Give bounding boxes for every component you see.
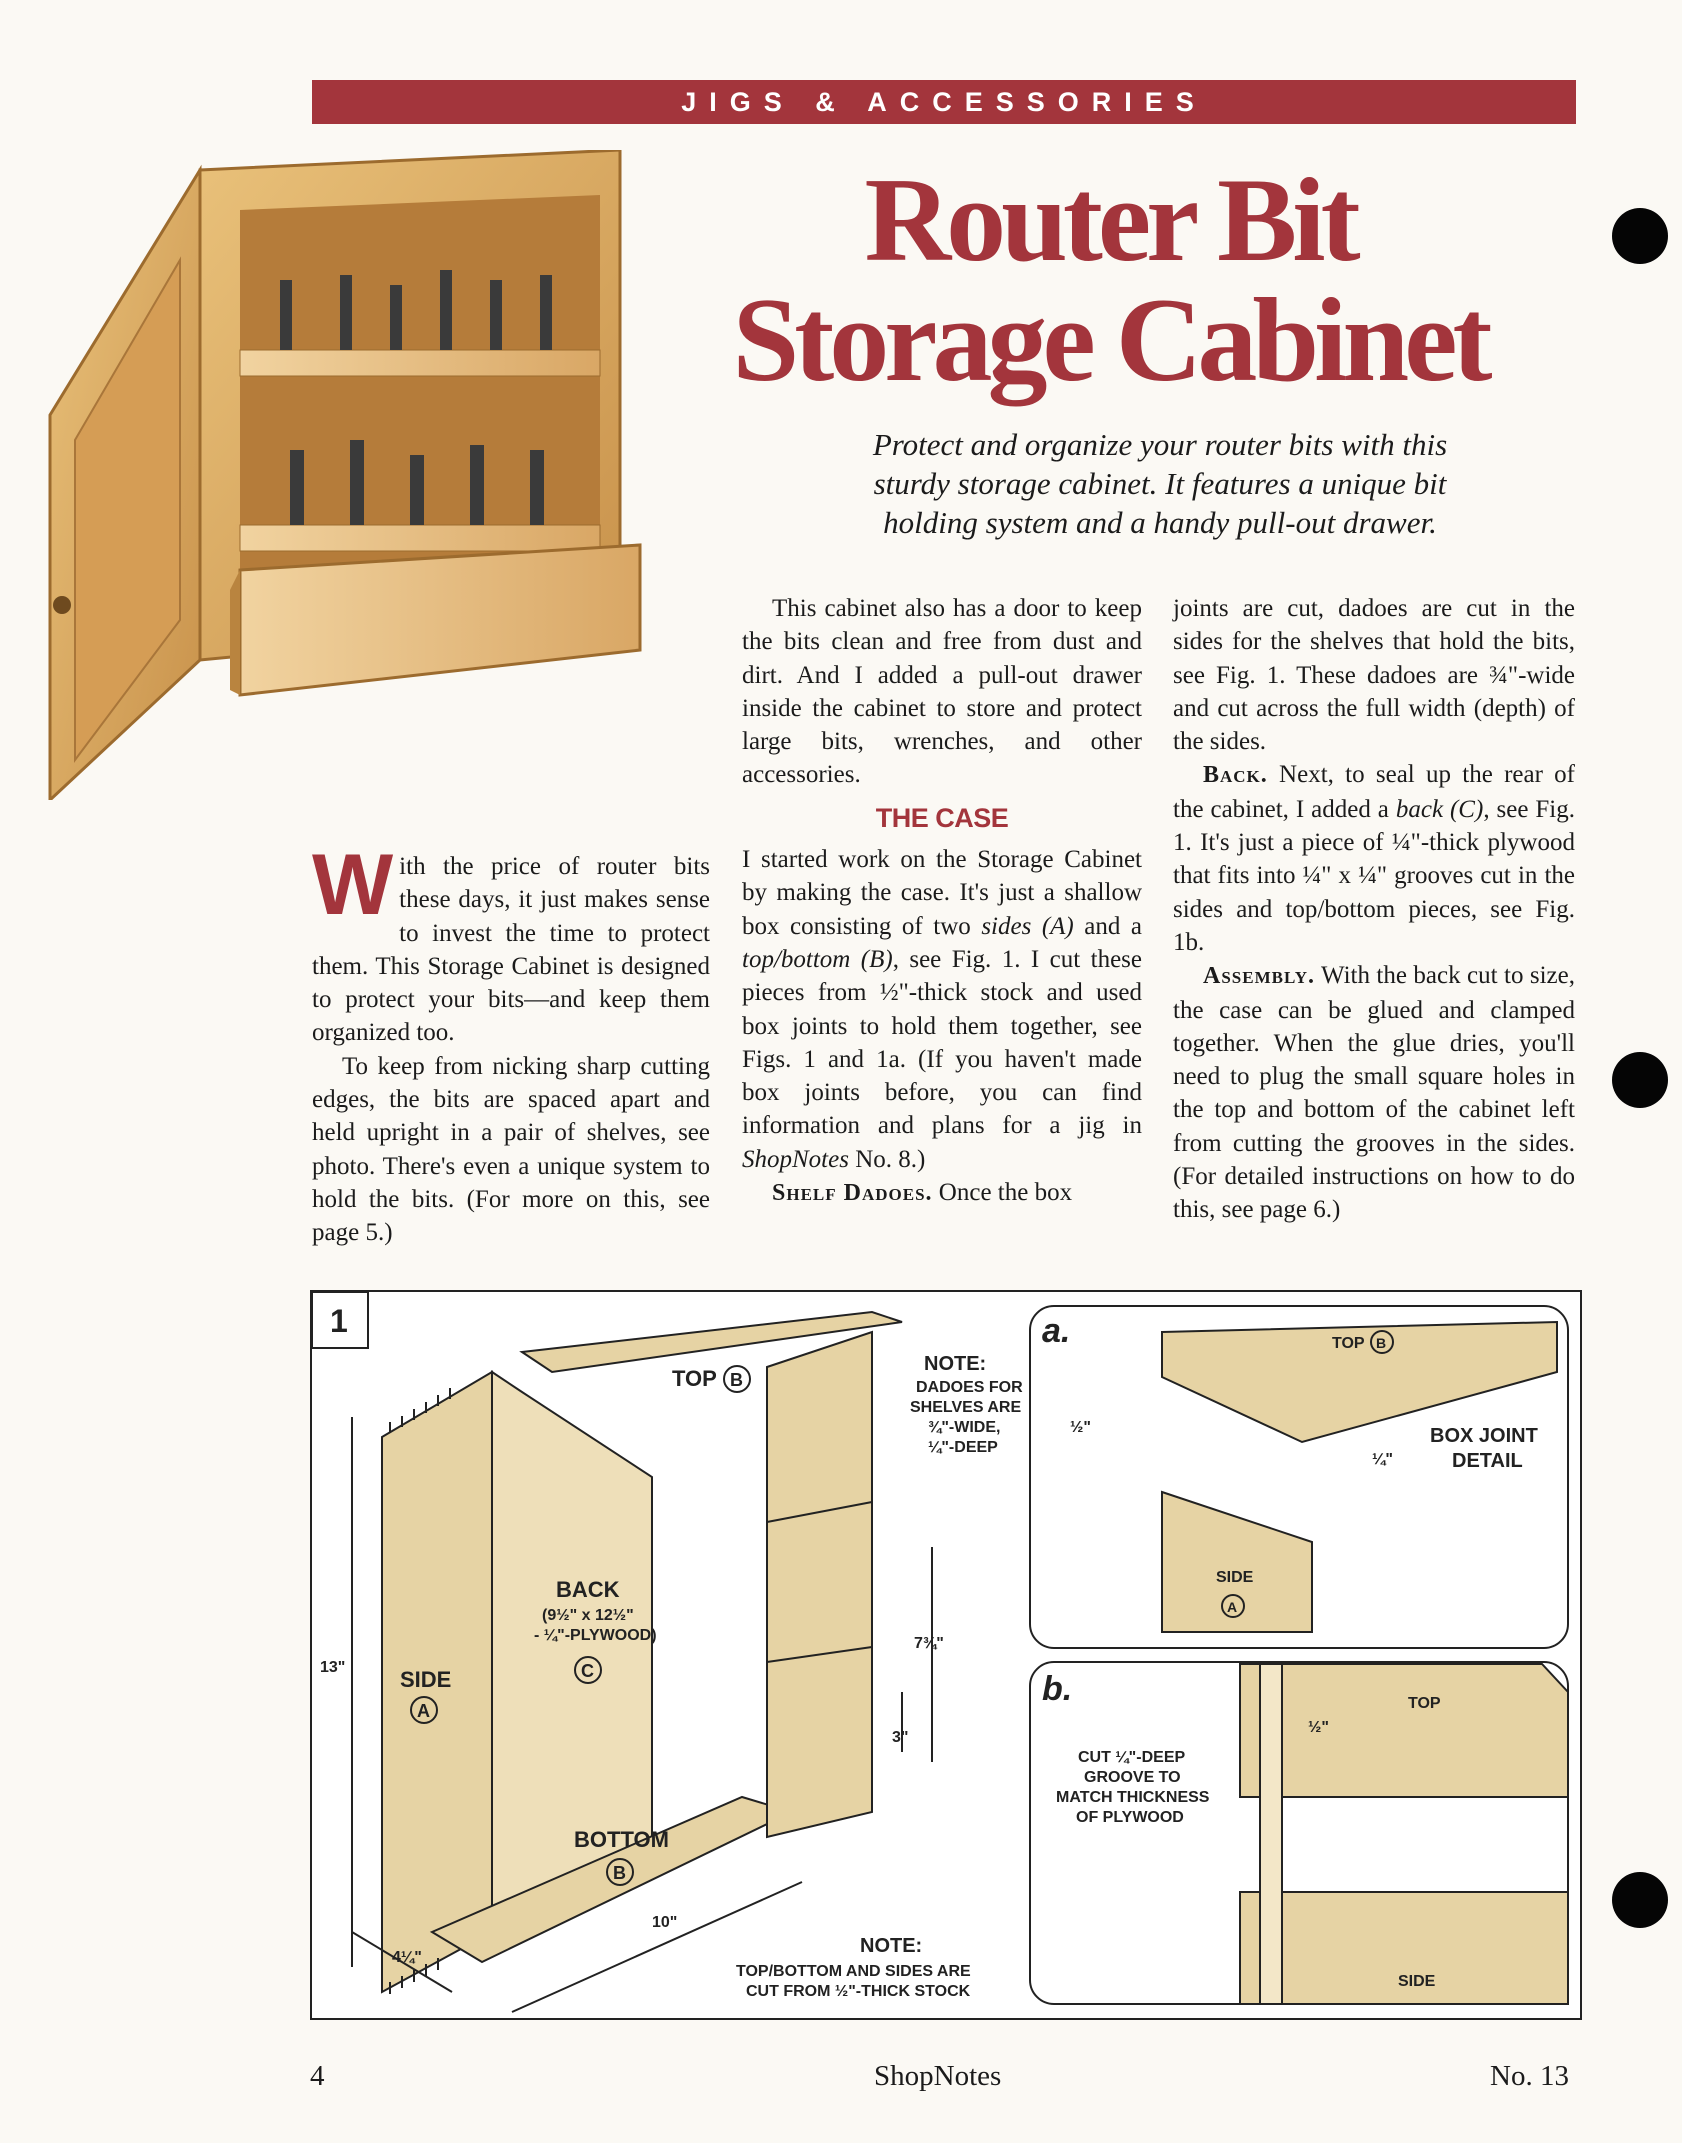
dim-width: 10" <box>652 1914 678 1931</box>
col2-p2-text-g: No. 8.) <box>848 1145 926 1173</box>
col3-paragraph-2 <box>1173 758 1575 959</box>
note1-line-1: DADOES FOR <box>916 1379 1023 1396</box>
dim-depth: 4¼" <box>392 1949 422 1966</box>
article-intro <box>800 425 1520 542</box>
fig-top-label: TOP <box>672 1366 717 1391</box>
col2-p3-text: Once the box <box>932 1179 1073 1207</box>
dim-shelf-height: 7¾" <box>914 1635 944 1652</box>
detail-b-half-inch: ½" <box>1308 1719 1329 1736</box>
binder-hole-bottom <box>1612 1872 1668 1928</box>
note2-line-1: TOP/BOTTOM AND SIDES ARE <box>736 1963 971 1980</box>
svg-text:TOP <box>672 1366 717 1391</box>
intro-line-3: holding system and a handy pull-out drawer. <box>883 505 1437 540</box>
figure-number: 1 <box>330 1303 348 1339</box>
detail-b-note-line-1: CUT ¼"-DEEP <box>1078 1749 1186 1766</box>
detail-b-top-label: TOP <box>1408 1695 1441 1712</box>
cabinet-photo <box>40 150 650 800</box>
col2-p2-text-a: I started work on the Storage Cabinet by making the case. It's just a shallow box consisting of two <box>742 846 1142 940</box>
fig-back-dims: (9½" x 12½" <box>542 1607 634 1624</box>
fig-top-mark: B <box>730 1370 743 1390</box>
col3-p2-text-c: , see Fig. 1. It's just a piece of ¼"-thick plywood that fits into ¼" x ¼" grooves cut in the sides and top/bottom pieces, see Fig. 1b. <box>1173 795 1575 956</box>
detail-a-top-label: TOP <box>1332 1335 1365 1352</box>
text-column-2 <box>742 592 1142 1210</box>
title-line-1: Router Bit <box>864 153 1356 286</box>
col3-p3-text: With the back cut to size, the case can be glued and clamped together. When the glue dries, you'll need to plug the small square holes in the top and bottom of the cabinet left from cutting the grooves in the sides. (For detailed instructions on how to do this, see page 6.) <box>1173 962 1575 1224</box>
assembly-lead: Assembly. <box>1203 963 1316 990</box>
note1-line-4: ¼"-DEEP <box>928 1439 998 1456</box>
shelf-dadoes-lead: Shelf Dadoes. <box>772 1180 933 1207</box>
section-banner <box>312 80 1576 124</box>
fig-back-label: BACK <box>556 1577 620 1602</box>
binder-hole-top <box>1612 208 1668 264</box>
fig-back-mark: C <box>581 1661 594 1681</box>
fig-side-mark: A <box>417 1701 430 1721</box>
figure-1-drawing <box>312 1292 1580 2018</box>
col2-paragraph-1: This cabinet also has a door to keep the bits clean and free from dust and dirt. And I added a pull-out drawer inside the cabinet to store and protect large bits, wrenches, and other accessories. <box>742 595 1142 789</box>
detail-b-side-label: SIDE <box>1398 1973 1436 1990</box>
col2-paragraph-3 <box>742 1176 1142 1210</box>
note2-title: NOTE: <box>860 1935 923 1957</box>
detail-a-half-inch: ½" <box>1070 1419 1091 1436</box>
note2-line-2: CUT FROM ½"-THICK STOCK <box>746 1983 971 2000</box>
detail-b-note-line-3: MATCH THICKNESS <box>1056 1789 1210 1806</box>
text-column-1 <box>312 837 710 1250</box>
section-banner-text: JIGS & ACCESSORIES <box>681 87 1207 117</box>
note1-line-2: SHELVES ARE <box>910 1399 1022 1416</box>
detail-b-note-line-2: GROOVE TO <box>1084 1769 1181 1786</box>
col2-paragraph-2 <box>742 843 1142 1176</box>
section-heading-the-case: THE CASE <box>875 802 1009 833</box>
col3-p2-text-a: Next, to seal up the rear of the cabinet, I added a <box>1173 761 1575 823</box>
back-lead: Back. <box>1203 762 1268 789</box>
fig-side-label: SIDE <box>400 1667 452 1692</box>
detail-a-side-label: SIDE <box>1216 1569 1254 1586</box>
fig-bottom-label: BOTTOM <box>574 1827 669 1852</box>
drop-cap: W <box>312 837 394 933</box>
figure-1 <box>310 1290 1582 2020</box>
col3-paragraph-3 <box>1173 959 1575 1226</box>
detail-b-note-line-4: OF PLYWOOD <box>1076 1809 1184 1826</box>
detail-a-label: a. <box>1042 1312 1071 1350</box>
fig-bottom-mark: B <box>613 1863 626 1883</box>
dim-height: 13" <box>320 1659 346 1676</box>
page-number: 4 <box>310 2060 325 2092</box>
col3-paragraph-1: joints are cut, dadoes are cut in the sides for the shelves that hold the bits, see Fig. 1. These dadoes are ¾"-wide and cut across the full width (depth) of the sides. <box>1173 595 1575 756</box>
col2-p2-sides-ref: sides (A) <box>981 912 1074 940</box>
col2-p2-text-c: and a <box>1073 912 1143 940</box>
detail-a-quarter-inch: ¼" <box>1372 1451 1393 1468</box>
binder-hole-middle <box>1612 1052 1668 1108</box>
col1-paragraph-1: ith the price of router bits these days, it just makes sense to invest the time to protect them. This Storage Cabinet is designed to protect your bits—and keep them organized too. <box>312 853 710 1047</box>
fig-back-material: - ¼"-PLYWOOD) <box>534 1627 657 1644</box>
issue-number: No. 13 <box>1490 2060 1569 2092</box>
col2-p2-topbottom-ref: top/bottom (B) <box>742 945 893 973</box>
note1-line-3: ¾"-WIDE, <box>928 1419 1001 1436</box>
detail-a-top-mark: B <box>1376 1335 1387 1351</box>
title-line-2: Storage Cabinet <box>732 273 1488 406</box>
article-title <box>630 153 1590 406</box>
detail-b-label: b. <box>1042 1670 1073 1708</box>
intro-line-2: sturdy storage cabinet. It features a unique bit <box>873 466 1447 501</box>
intro-line-1: Protect and organize your router bits with this <box>872 427 1448 462</box>
note1-title: NOTE: <box>924 1353 987 1375</box>
magazine-name: ShopNotes <box>874 2060 1002 2092</box>
text-column-3 <box>1173 592 1575 1227</box>
box-joint-detail-line-2: DETAIL <box>1452 1450 1523 1472</box>
detail-a-side-mark: A <box>1227 1599 1238 1615</box>
col2-p2-magazine-ref: ShopNotes <box>742 1145 849 1173</box>
box-joint-detail-line-1: BOX JOINT <box>1430 1425 1538 1447</box>
dim-shelf-spacing: 3" <box>892 1729 909 1746</box>
col3-p2-back-ref: back (C) <box>1395 795 1484 823</box>
col1-paragraph-2: To keep from nicking sharp cutting edges, the bits are spaced apart and held upright in a pair of shelves, see photo. There's even a unique system to hold the bits. (For more on this, see page 5.) <box>312 1052 710 1247</box>
col2-p2-text-e: , see Fig. 1. I cut these pieces from ½"-thick stock and used box joints to hold them together, see Figs. 1 and 1a. (If you haven't made box joints before, you can find information and plans for a jig in <box>742 945 1142 1140</box>
